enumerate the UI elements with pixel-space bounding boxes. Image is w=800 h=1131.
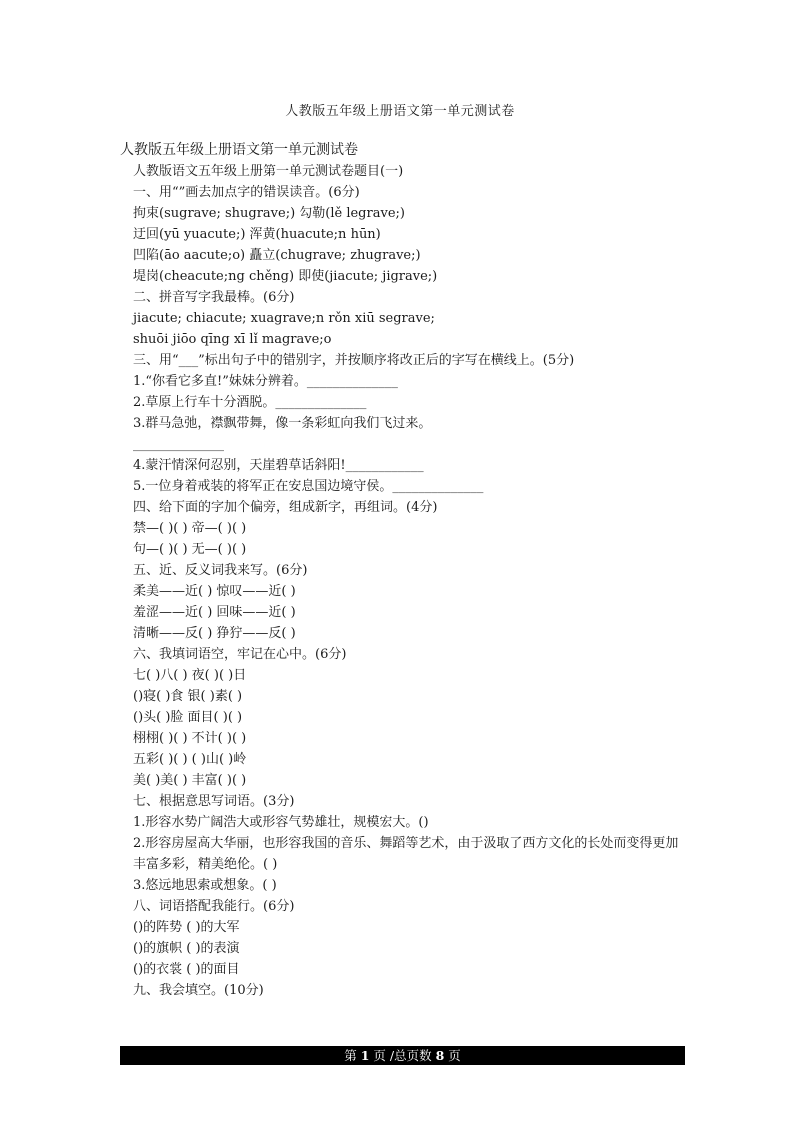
total-pages: 8 <box>435 1048 445 1063</box>
footer-suffix: 页 <box>448 1048 461 1063</box>
text-line: ()的衣裳 ( )的面目 <box>133 962 240 977</box>
text-line: 七( )八( ) 夜( )( )日 <box>133 668 247 683</box>
section-heading: 二、拼音写字我最棒。(6分) <box>133 290 295 305</box>
section-heading: 三、用“___”标出句子中的错别字，并按顺序将改正后的字写在横线上。(5分) <box>133 353 575 368</box>
section-heading: 五、近、反义词我来写。(6分) <box>133 563 308 578</box>
text-line: 迂回(yū yuacute;) 浑黄(huacute;n hūn) <box>133 227 381 242</box>
text-line: 人教版语文五年级上册第一单元测试卷题目(一) <box>133 164 404 179</box>
page-header-title: 人教版五年级上册语文第一单元测试卷 <box>285 104 515 119</box>
text-line: ()头( )脸 面目( )( ) <box>133 710 243 725</box>
text-line: 柔美——近( ) 惊叹——近( ) <box>133 584 296 599</box>
section-heading: 九、我会填空。(10分) <box>133 983 264 998</box>
text-line: ()的旗帜 ( )的表演 <box>133 941 240 956</box>
section-heading: 四、给下面的字加个偏旁，组成新字，再组词。(4分) <box>133 500 438 515</box>
text-line: 堤岗(cheacute;ng chěng) 即使(jiacute; jigrave;) <box>133 269 438 284</box>
text-line: 1.“你看它多直!”妹妹分辨着。______________ <box>133 374 398 389</box>
text-line: ()的阵势 ( )的大军 <box>133 920 240 935</box>
footer-prefix: 第 <box>344 1048 357 1063</box>
text-line: 3.悠远地思索或想象。( ) <box>133 878 277 893</box>
section-heading: 七、根据意思写词语。(3分) <box>133 794 295 809</box>
text-paragraph: 2.形容房屋高大华丽，也形容我国的音乐、舞蹈等艺术，由于汲取了西方文化的长处而变得更加丰富多彩，精美绝伦。( ) <box>133 836 679 872</box>
footer-mid: 页 /总页数 <box>373 1048 432 1063</box>
document-title: 人教版五年级上册语文第一单元测试卷 <box>120 142 358 158</box>
text-line: 拘束(sugrave; shugrave;) 勾勒(lě legrave;) <box>133 206 405 221</box>
section-heading: 一、用“”画去加点字的错误读音。(6分) <box>133 185 360 200</box>
text-line: jiacute; chiacute; xuagrave;n rǒn xiū segrave; <box>133 311 435 326</box>
text-line: 2.草原上行车十分酒脱。______________ <box>133 395 367 410</box>
text-line: ()寝( )食 银( )素( ) <box>133 689 243 704</box>
answer-blank: ______________ <box>133 437 224 452</box>
text-line: 羞涩——近( ) 回味——近( ) <box>133 605 296 620</box>
text-line: 清晰——反( ) 狰狞——反( ) <box>133 626 296 641</box>
text-line: 凹陷(āo aacute;o) 矗立(chugrave; zhugrave;) <box>133 248 421 263</box>
current-page-number: 1 <box>360 1048 370 1063</box>
section-heading: 六、我填词语空，牢记在心中。(6分) <box>133 647 347 662</box>
text-line: 栩栩( )( ) 不计( )( ) <box>133 731 247 746</box>
text-line: 句—( )( ) 无—( )( ) <box>133 542 247 557</box>
text-line: 五彩( )( ) ( )山( )岭 <box>133 752 247 767</box>
text-line: 5.一位身着戒装的将军正在安息国边境守侯。______________ <box>133 479 484 494</box>
text-line: 1.形容水势广阔浩大或形容气势雄壮，规模宏大。() <box>133 815 429 830</box>
text-line: shuōi jiōo qīng xī lǐ magrave;o <box>133 332 332 347</box>
text-line: 美( )美( ) 丰富( )( ) <box>133 773 247 788</box>
text-line: 3.群马急弛，襟飘带舞，像一条彩虹向我们飞过来。 <box>133 416 432 431</box>
page-footer <box>120 1046 685 1065</box>
section-heading: 八、词语搭配我能行。(6分) <box>133 899 295 914</box>
document-body <box>120 140 690 1001</box>
text-line: 4.蒙汗情深何忍别，天崖碧草话斜阳!____________ <box>133 458 424 473</box>
text-line: 禁—( )( ) 帝—( )( ) <box>133 521 247 536</box>
